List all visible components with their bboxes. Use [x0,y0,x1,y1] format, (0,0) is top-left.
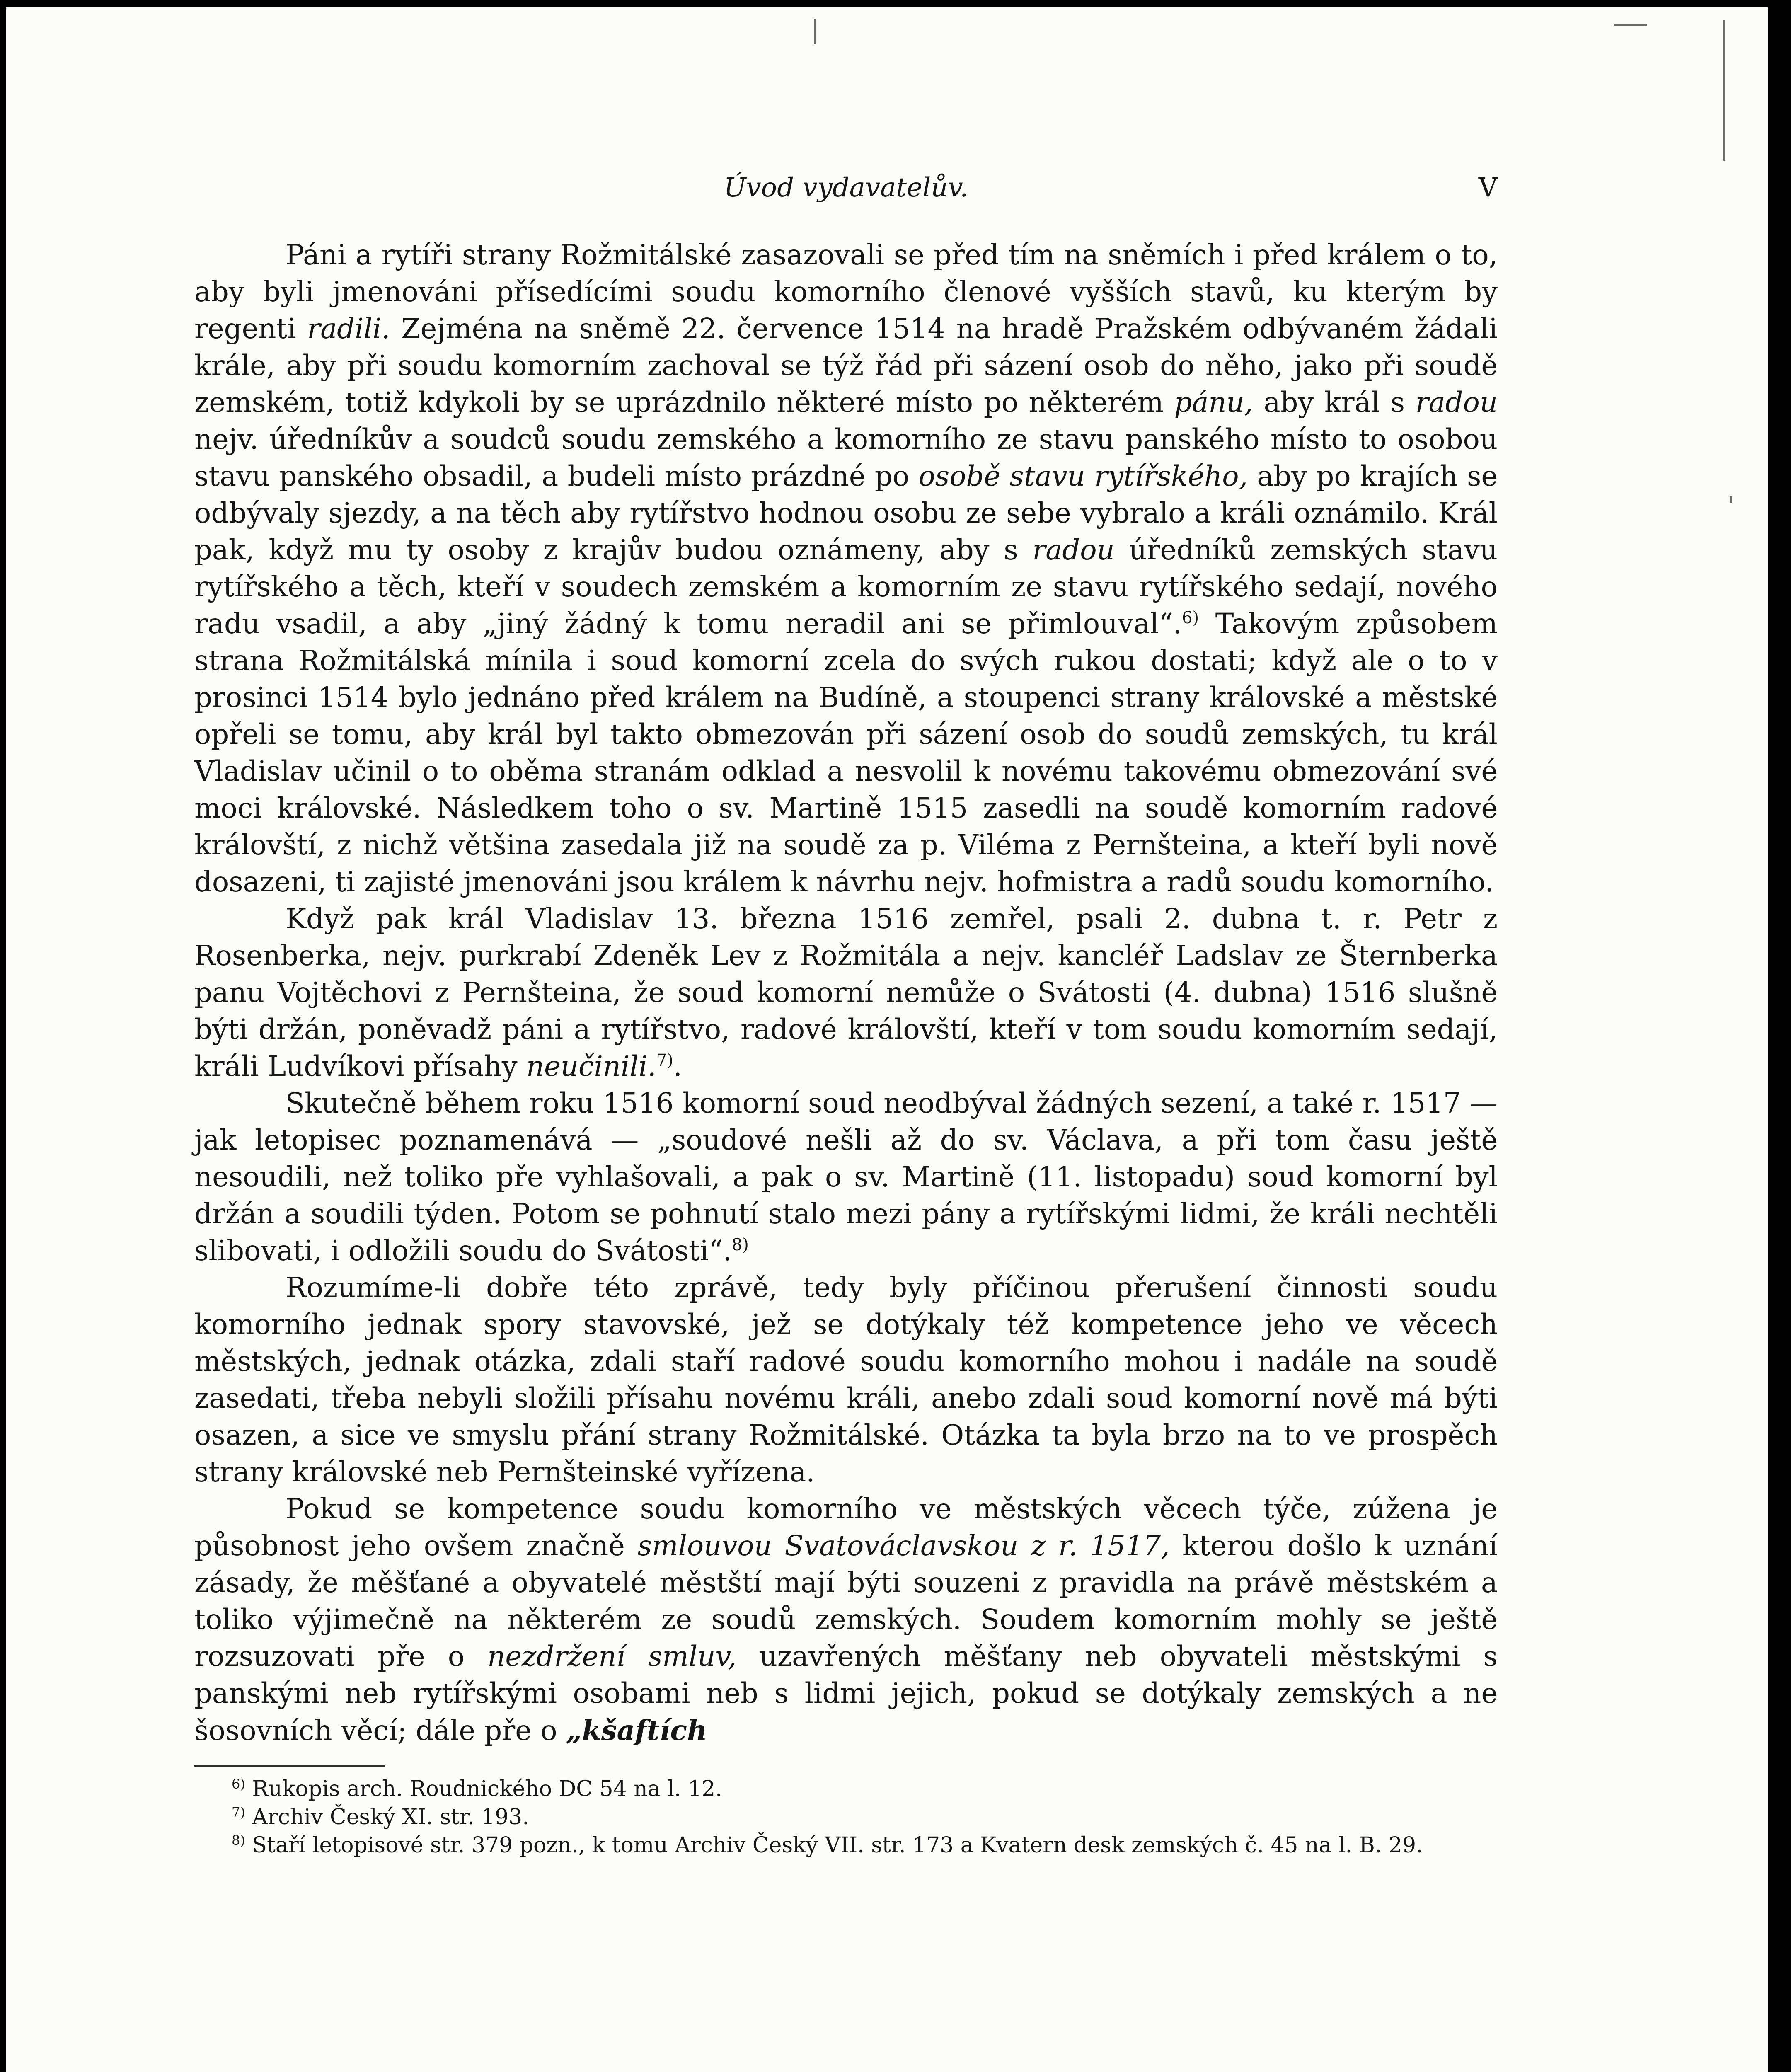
paragraph: Pokud se kompetence soudu komorního ve městských věcech týče, zúžena je působnost jeho ovšem značně smlouvou Svatováclavskou z r. 1517, kterou došlo k uznání zásady, že měšťané a obyvatelé městští mají býti souzeni z pravidla na právě městském a toliko výjimečně na některém ze soudů zemských. Soudem komorním mohly se ještě rozsuzovati pře o nezdržení smluv, uzavřených měšťany neb obyvateli městskými s panskými neb rytířskými osobami neb s lidmi jejich, pokud se dotýkaly zemských a ne šosovních věcí; dále pře o „kšaftích [194,1493,1498,1747]
paragraph: Rozumíme-li dobře této zprávě, tedy byly příčinou přerušení činnosti soudu komorního jednak spory stavovské, jež se dotýkaly též kompetence jeho ve věcech městských, jednak otázka, zdali staří radové soudu komorního mohou i nadále na soudě zasedati, třeba nebyli složili přísahu novému králi, anebo zdali soud komorní nově má býti osazen, a sice ve smyslu přání strany Rožmitálské. Otázka ta byla brzo na to ve prospěch strany královské neb Pernšteinské vyřízena. [194,1271,1498,1488]
footnote-divider [194,1765,385,1767]
scan-mark [1723,20,1725,161]
footnote-ref: 8) [731,1235,749,1254]
paragraph: Když pak král Vladislav 13. března 1516 zemřel, psali 2. dubna t. r. Petr z Rosenberka, nejv. purkrabí Zdeněk Lev z Rožmitála a nejv. kancléř Ladslav ze Šternberka panu Vojtěchovi z Pernšteina, že soud komorní nemůže o Svátosti (4. dubna) 1516 slušně býti držán, poněvadž páni a rytířstvo, radové královští, kteří v tom soudu komorním sedají, králi Ludvíkovi přísahy neučinili.$^{7)}$. [194,903,1498,1082]
page-content [194,167,1498,1859]
scanned-page [6,7,1768,2072]
footnote-ref: 6) [1182,608,1199,627]
scan-mark [814,19,816,44]
footnote: $^{7)}$ Archiv Český XI. str. 193. [232,1804,529,1830]
paragraph: Skutečně během roku 1516 komorní soud neodbýval žádných sezení, a také r. 1517 — jak letopisec poznamenává — „soudové nešli až do sv. Václava, a při tom času ještě nesoudili, než toliko pře vyhlašovali, a pak o sv. Martině (11. listopadu) soud komorní byl držán a soudili týden. Potom se pohnutí stalo mezi pány a rytířskými lidmi, že králi nechtěli slibovati, i odložili soudu do Svátosti“.$^{8)}$ [194,1087,1498,1267]
page-number: V [1478,172,1498,203]
paragraph: Páni a rytíři strany Rožmitálské zasazovali se před tím na sněmích i před králem o to, aby byli jmenováni přísedícími soudu komorního členové vyšších stavů, ku kterým by regenti radili. Zejména na sněmě 22. července 1514 na hradě Pražském odbývaném žádali krále, aby při soudu komorním zachoval se týž řád při sázení osob do něho, jako při soudě zemském, totiž kdykoli by se uprázdnilo některé místo po některém pánu, aby král s radou nejv. úředníkův a soudců soudu zemského a komorního ze stavu panského místo to osobou stavu panského obsadil, a budeli místo prázdné po osobě stavu rytířského, aby po krajích se odbývaly sjezdy, a na těch aby rytířstvo hodnou osobu ze sebe vybralo a králi oznámilo. Král pak, když mu ty osoby z krajův budou oznámeny, aby s radou úředníků zemských stavu rytířského a těch, kteří v soudech zemském a komorním ze stavu rytířského sedají, nového radu vsadil, a aby „jiný žádný k tomu neradil ani se přimlouval“.$^{6)}$ Takovým způsobem strana Rožmitálská mínila i soud komorní zcela do svých rukou dostati; když ale o to v prosinci 1514 bylo jednáno před králem na Budíně, a stoupenci strany královské a městské opřeli se tomu, aby král byl takto obmezován při sázení osob do soudů zemských, tu král Vladislav učinil o to oběma stranám odklad a nesvolil k novému takovému obmezování své moci královské. Následkem toho o sv. Martině 1515 zasedli na soudě komorním radové královští, z nichž většina zasedala již na soudě za p. Viléma z Pernšteina, a kteří byli nově dosazeni, ti zajisté jmenováni jsou králem k návrhu nejv. hofmistra a radů soudu komorního. [194,239,1498,898]
scan-mark [1614,24,1647,26]
footnote-ref: 7) [656,1051,673,1070]
footnote: $^{8)}$ Staří letopisové str. 379 pozn., k tomu Archiv Český VII. str. 173 a Kvatern desk zemských č. 45 na l. B. 29. [232,1832,1423,1858]
header-title: Úvod vydavatelův. [724,172,968,203]
footnotes [194,1775,1498,1859]
scan-mark [1730,496,1732,503]
footnote: $^{6)}$ Rukopis arch. Roudnického DC 54 na l. 12. [232,1776,722,1801]
running-header [194,167,1498,213]
main-text [194,237,1498,1749]
